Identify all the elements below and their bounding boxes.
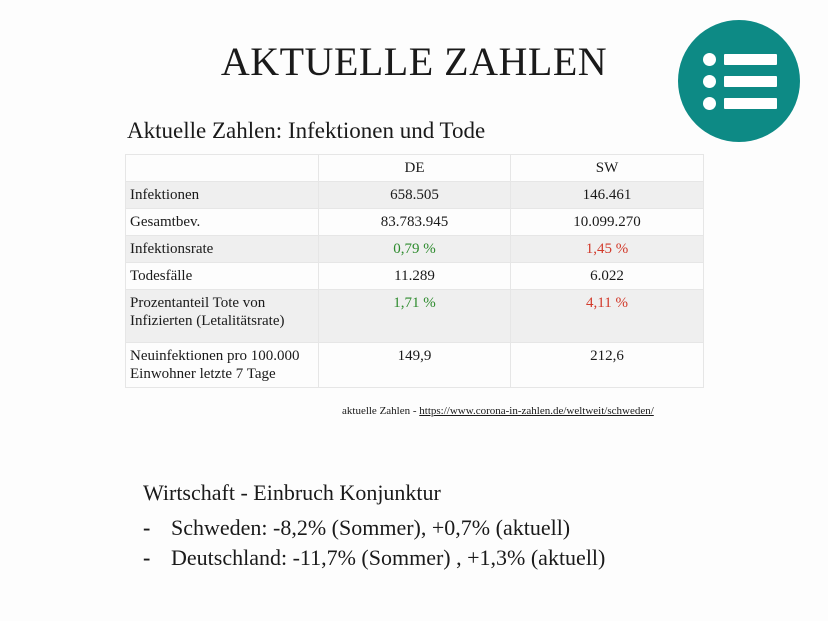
list-item xyxy=(143,543,605,573)
header-cell-de: DE xyxy=(319,155,511,182)
value-sw: 10.099.270 xyxy=(511,209,704,236)
table-row xyxy=(126,343,704,388)
value-de: 11.289 xyxy=(319,263,511,290)
row-label: Infektionen xyxy=(126,182,319,209)
source-prefix: aktuelle Zahlen - xyxy=(342,405,420,417)
source-link[interactable]: https://www.corona-in-zahlen.de/weltweit/schweden/ xyxy=(419,405,654,417)
value-de: 149,9 xyxy=(319,343,511,388)
list-icon xyxy=(678,20,800,142)
list-item-text: Schweden: -8,2% (Sommer), +0,7% (aktuell) xyxy=(171,515,571,540)
header-cell-sw: SW xyxy=(511,155,704,182)
dash-bullet: - xyxy=(143,515,151,540)
value-sw: 212,6 xyxy=(511,343,704,388)
table-header-row xyxy=(126,155,704,182)
header-cell-empty xyxy=(126,155,319,182)
list-bullet-dot xyxy=(703,97,716,110)
value-sw: 146.461 xyxy=(511,182,704,209)
table-row xyxy=(126,290,704,343)
statistics-table xyxy=(125,154,704,388)
value-de: 1,71 % xyxy=(319,290,511,343)
table-row xyxy=(126,236,704,263)
slide-title: AKTUELLE ZAHLEN xyxy=(220,39,608,84)
list-item-text: Deutschland: -11,7% (Sommer) , +1,3% (aktuell) xyxy=(171,545,606,570)
value-de: 0,79 % xyxy=(319,236,511,263)
list-line xyxy=(724,76,777,87)
table-row xyxy=(126,209,704,236)
value-sw: 4,11 % xyxy=(511,290,704,343)
list-item xyxy=(143,513,605,543)
list-line xyxy=(724,98,777,109)
list-bullet-dot xyxy=(703,75,716,88)
value-sw: 6.022 xyxy=(511,263,704,290)
row-label: Neuinfektionen pro 100.000 Einwohner letzte 7 Tage xyxy=(126,343,319,388)
economy-list xyxy=(143,513,605,573)
dash-bullet: - xyxy=(143,545,151,570)
economy-heading: Wirtschaft - Einbruch Konjunktur xyxy=(143,480,441,505)
source-note xyxy=(342,405,654,417)
value-de: 658.505 xyxy=(319,182,511,209)
value-de: 83.783.945 xyxy=(319,209,511,236)
list-bullet-dot xyxy=(703,53,716,66)
list-line xyxy=(724,54,777,65)
row-label: Gesamtbev. xyxy=(126,209,319,236)
row-label: Todesfälle xyxy=(126,263,319,290)
table-row xyxy=(126,182,704,209)
row-label: Prozentanteil Tote von Infizierten (Letalitätsrate) xyxy=(126,290,319,343)
table-row xyxy=(126,263,704,290)
table-heading: Aktuelle Zahlen: Infektionen und Tode xyxy=(127,118,486,143)
row-label: Infektionsrate xyxy=(126,236,319,263)
value-sw: 1,45 % xyxy=(511,236,704,263)
